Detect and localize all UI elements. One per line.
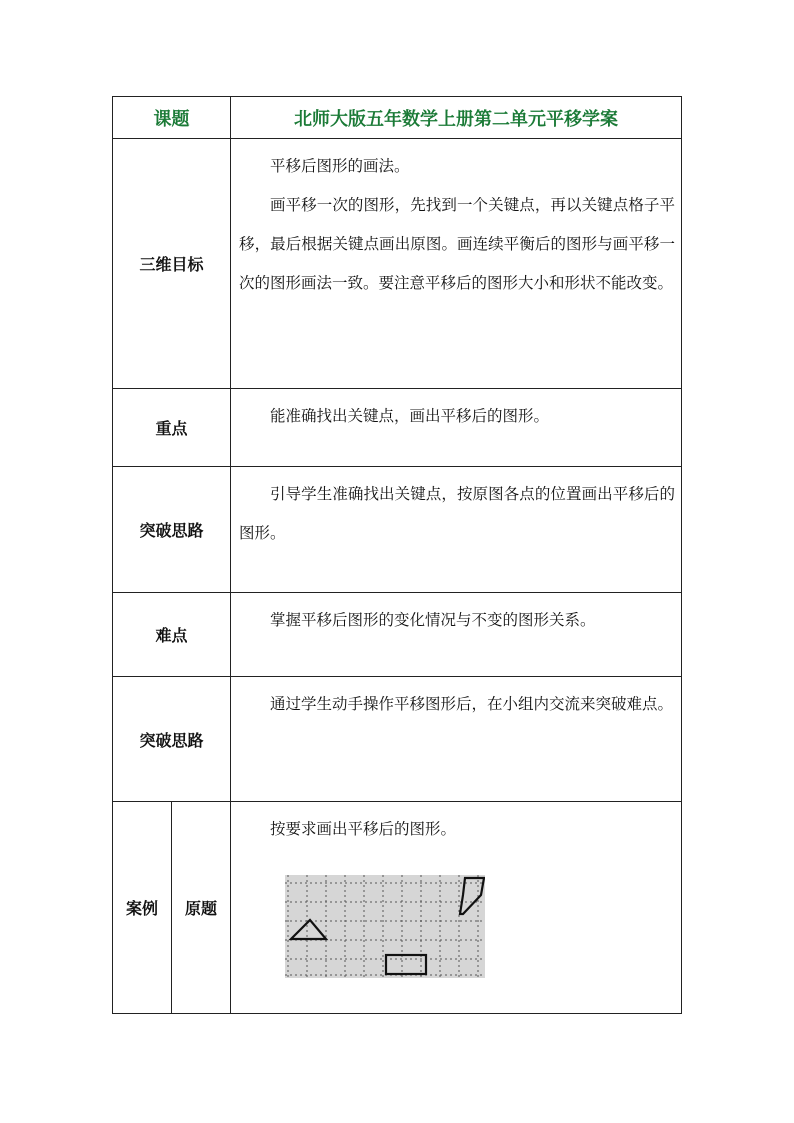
title-label: 课题	[113, 97, 231, 139]
difficulty-paragraph: 掌握平移后图形的变化情况与不变的图形关系。	[270, 611, 596, 629]
case-instruction: 按要求画出平移后的图形。	[270, 820, 457, 838]
breakthrough-paragraph-1: 引导学生准确找出关键点，按原图各点的位置画出平移后的图形。	[239, 485, 675, 542]
key-point-content	[231, 389, 682, 467]
breakthrough-label-2: 突破思路	[113, 677, 231, 802]
objectives-paragraph-1: 平移后图形的画法。	[270, 157, 410, 175]
triangle-shape	[291, 920, 326, 939]
breakthrough-content-1	[231, 467, 682, 593]
breakthrough-row-2	[113, 677, 682, 802]
key-point-paragraph: 能准确找出关键点，画出平移后的图形。	[270, 407, 550, 425]
difficulty-content	[231, 593, 682, 677]
objectives-paragraph-2: 画平移一次的图形，先找到一个关键点，再以关键点格子平移，最后根据关键点画出原图。画连续平衡后的图形与画平移一次的图形画法一致。要注意平移后的图形大小和形状不能改变。	[239, 196, 675, 292]
title-row	[113, 97, 682, 139]
lesson-plan-table	[112, 96, 682, 1014]
breakthrough-row-1	[113, 467, 682, 593]
case-row	[113, 802, 682, 1014]
objectives-content	[231, 139, 682, 389]
objectives-label: 三维目标	[113, 139, 231, 389]
difficulty-row	[113, 593, 682, 677]
breakthrough-paragraph-2: 通过学生动手操作平移图形后，在小组内交流来突破难点。	[270, 695, 674, 713]
case-label: 案例	[113, 802, 172, 1014]
breakthrough-label-1: 突破思路	[113, 467, 231, 593]
rectangle-shape	[386, 955, 426, 974]
objectives-row	[113, 139, 682, 389]
grid-figure-svg	[285, 875, 485, 978]
case-content	[231, 802, 682, 1014]
difficulty-label: 难点	[113, 593, 231, 677]
title-value: 北师大版五年数学上册第二单元平移学案	[231, 97, 682, 139]
key-point-row	[113, 389, 682, 467]
key-point-label: 重点	[113, 389, 231, 467]
breakthrough-content-2	[231, 677, 682, 802]
grid-figure	[285, 875, 485, 978]
case-sublabel: 原题	[172, 802, 231, 1014]
